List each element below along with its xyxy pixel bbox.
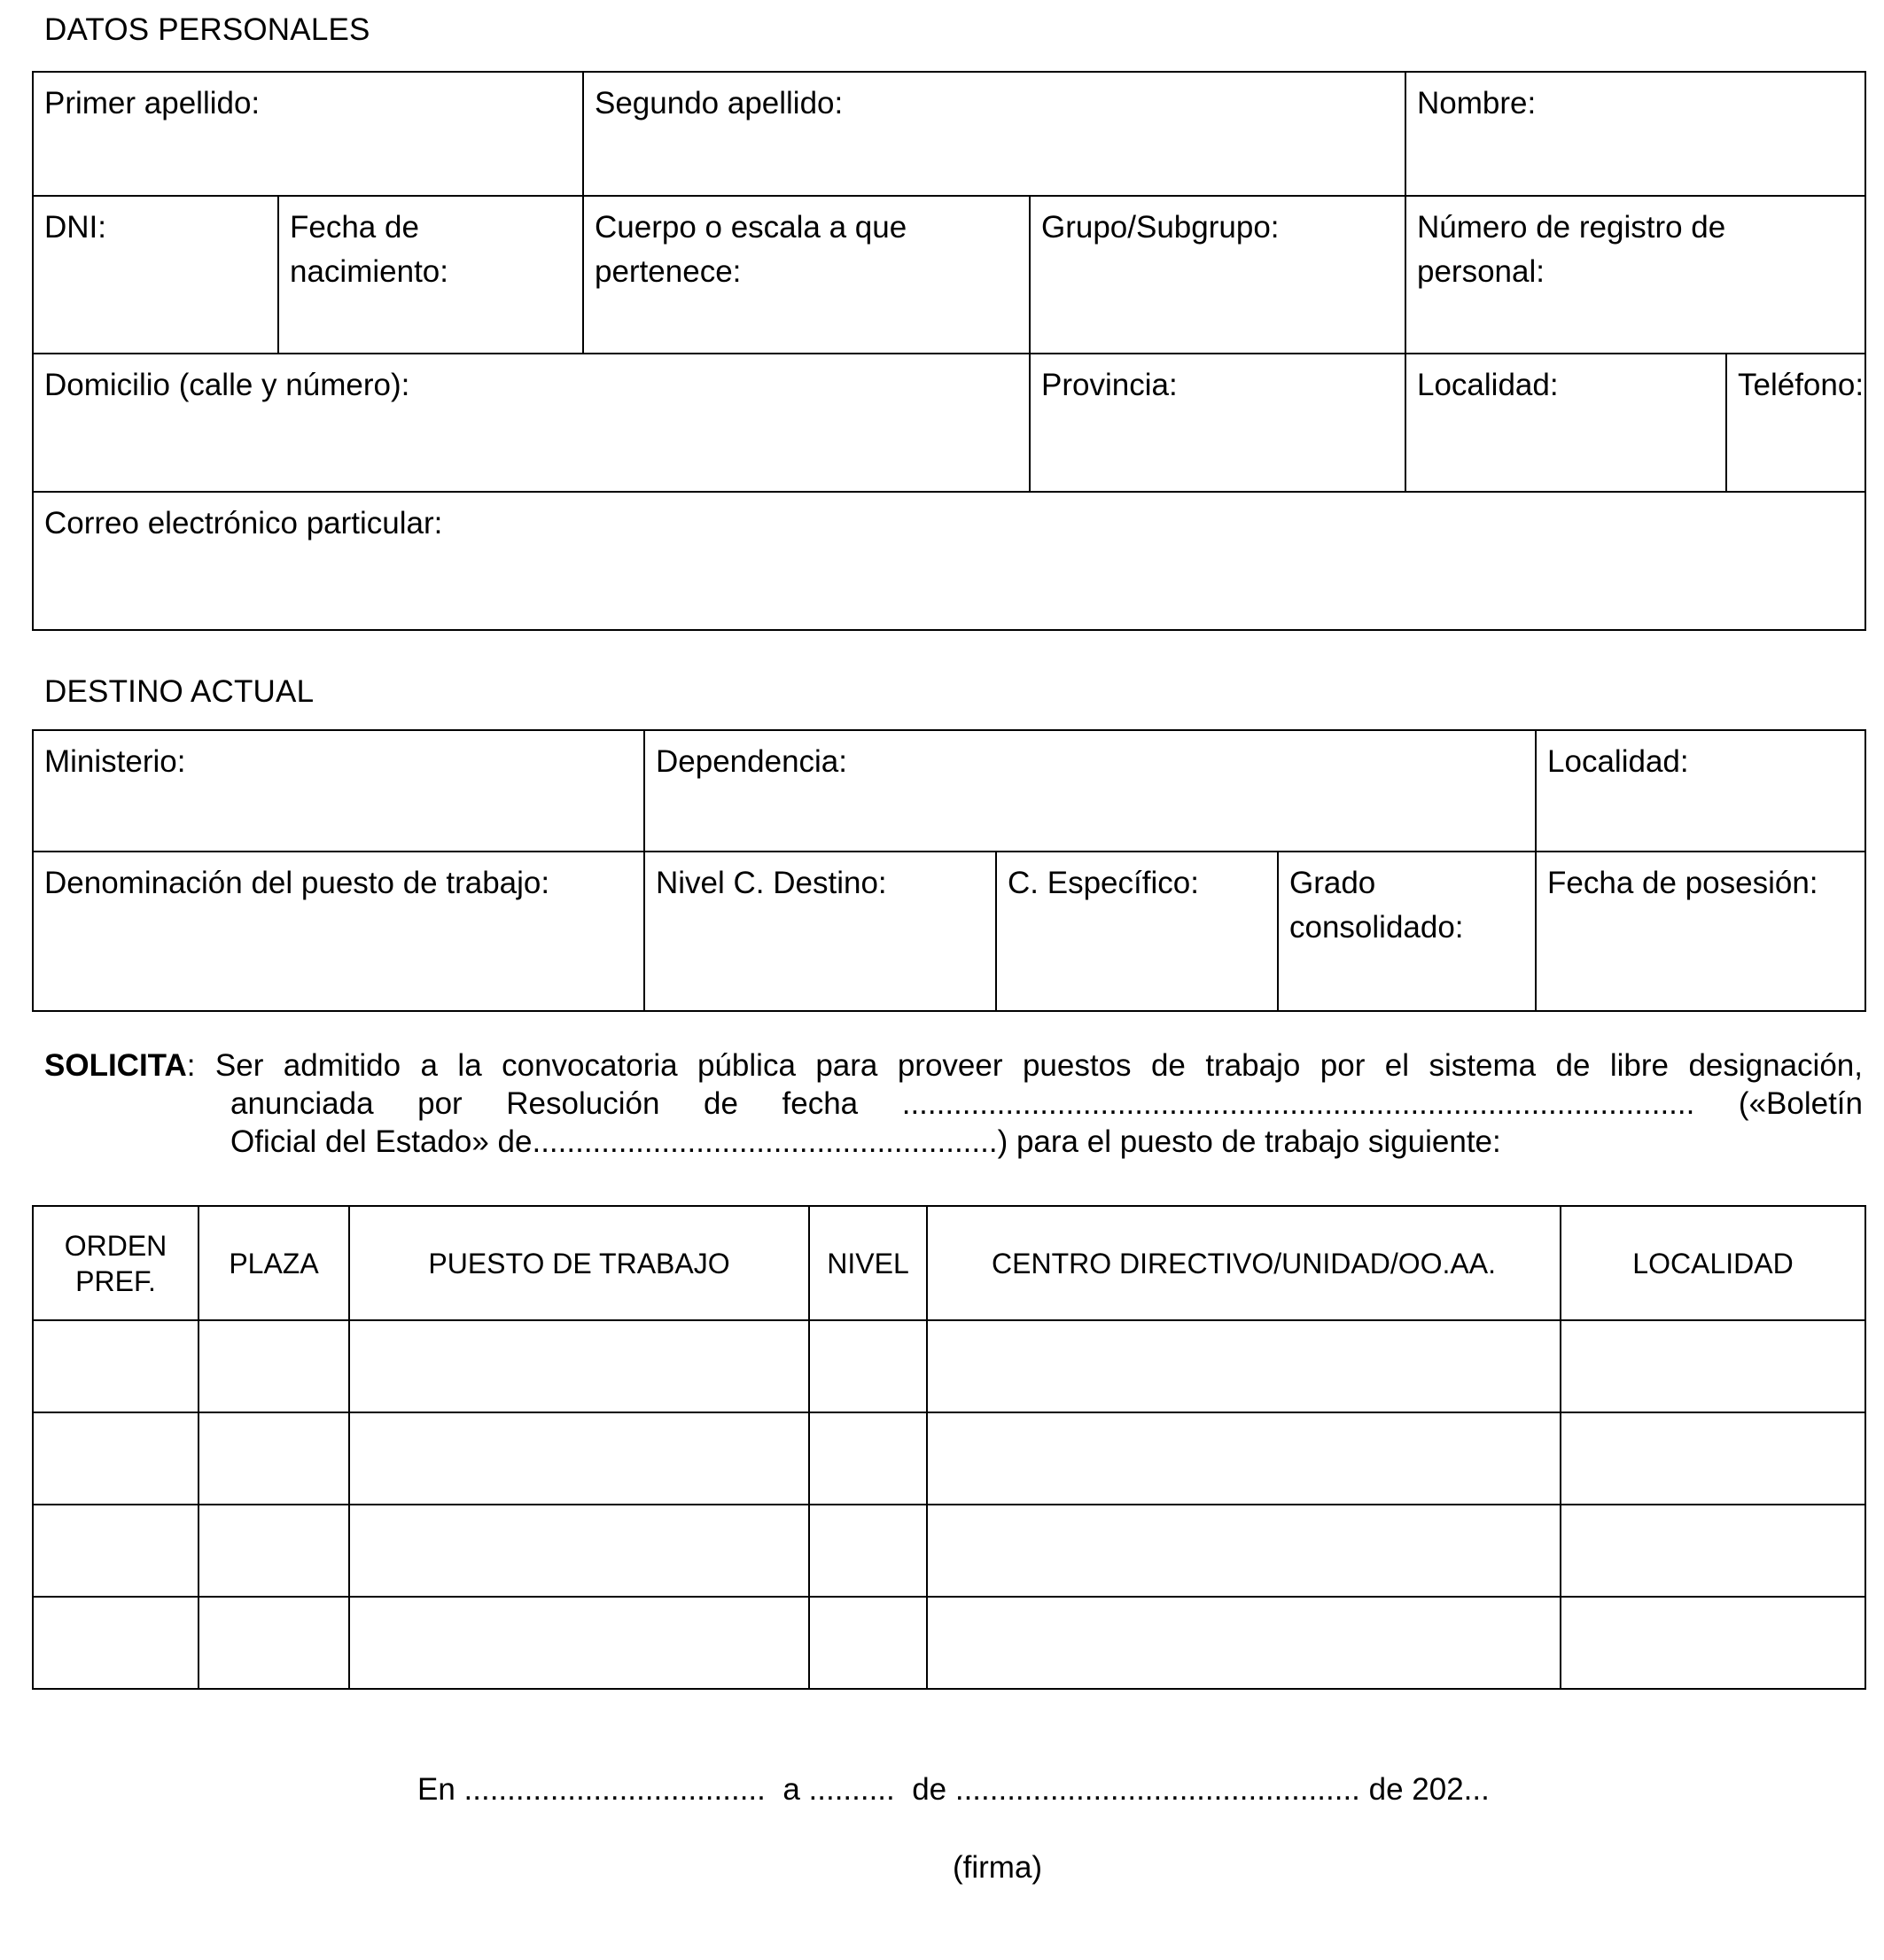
- solicita-line3: Oficial del Estado» de......................................................) para el puesto de trabajo siguiente:: [230, 1124, 1501, 1159]
- nivel-destino-label: Nivel C. Destino:: [656, 866, 887, 900]
- header-nivel: NIVEL: [809, 1206, 927, 1320]
- fecha-posesion-label: Fecha de posesión:: [1547, 866, 1818, 900]
- cell-localidad[interactable]: [1561, 1597, 1865, 1689]
- header-plaza: PLAZA: [199, 1206, 349, 1320]
- cuerpo-escala-field[interactable]: [583, 196, 1030, 354]
- segundo-apellido-label: Segundo apellido:: [595, 86, 844, 121]
- cell-nivel[interactable]: [809, 1320, 927, 1412]
- primer-apellido-field[interactable]: [33, 72, 583, 196]
- datos-personales-table: [32, 71, 1866, 631]
- grado-consolidado-label-line2: consolidado:: [1289, 910, 1464, 945]
- solicita-line2: anunciada por Resolución de fecha ............................................................................................ («Boletín: [230, 1086, 1863, 1121]
- solicita-line1: [44, 1046, 1863, 1085]
- cell-localidad[interactable]: [1561, 1505, 1865, 1597]
- destino-actual-table: [32, 729, 1866, 1012]
- nombre-field[interactable]: [1405, 72, 1865, 196]
- puestos-header-row: [33, 1206, 1865, 1320]
- cell-plaza[interactable]: [199, 1597, 349, 1689]
- fecha-posesion-field[interactable]: [1536, 852, 1865, 1011]
- numero-registro-personal-field[interactable]: [1405, 196, 1865, 354]
- ministerio-field[interactable]: [33, 730, 644, 852]
- solicita-text-line1: : Ser admitido a la convocatoria pública para proveer puestos de trabajo por el sistema de libre designación,: [186, 1048, 1863, 1083]
- provincia-label: Provincia:: [1041, 368, 1178, 402]
- cell-puesto[interactable]: [349, 1597, 809, 1689]
- cell-puesto[interactable]: [349, 1412, 809, 1505]
- provincia-field[interactable]: [1030, 354, 1405, 492]
- grado-consolidado-label-line1: Grado: [1289, 866, 1376, 900]
- cell-orden[interactable]: [33, 1597, 199, 1689]
- grupo-subgrupo-label: Grupo/Subgrupo:: [1041, 210, 1280, 245]
- table-row: [33, 1320, 1865, 1412]
- section-title-destino-actual: DESTINO ACTUAL: [44, 674, 315, 709]
- cell-plaza[interactable]: [199, 1505, 349, 1597]
- cell-nivel[interactable]: [809, 1597, 927, 1689]
- fecha-nacimiento-field[interactable]: [278, 196, 583, 354]
- nombre-label: Nombre:: [1417, 86, 1537, 121]
- nivel-destino-field[interactable]: [644, 852, 996, 1011]
- cell-puesto[interactable]: [349, 1505, 809, 1597]
- header-puesto-trabajo: PUESTO DE TRABAJO: [349, 1206, 809, 1320]
- cell-localidad[interactable]: [1561, 1320, 1865, 1412]
- cell-orden[interactable]: [33, 1320, 199, 1412]
- telefono-label: Teléfono:: [1738, 368, 1865, 402]
- dni-label: DNI:: [44, 210, 106, 245]
- domicilio-label: Domicilio (calle y número):: [44, 368, 410, 402]
- destino-localidad-field[interactable]: [1536, 730, 1865, 852]
- dependencia-label: Dependencia:: [656, 744, 847, 779]
- cell-centro[interactable]: [927, 1412, 1561, 1505]
- table-row: [33, 1597, 1865, 1689]
- localidad-field[interactable]: [1405, 354, 1726, 492]
- solicita-label: SOLICITA: [44, 1048, 187, 1083]
- especifico-field[interactable]: [996, 852, 1278, 1011]
- numero-registro-personal-label: Número de registro de personal:: [1417, 210, 1726, 289]
- header-orden-line2: PREF.: [75, 1264, 156, 1297]
- correo-electronico-label: Correo electrónico particular:: [44, 506, 443, 541]
- cell-orden[interactable]: [33, 1412, 199, 1505]
- header-centro-directivo: CENTRO DIRECTIVO/UNIDAD/OO.AA.: [927, 1206, 1561, 1320]
- segundo-apellido-field[interactable]: [583, 72, 1405, 196]
- destino-localidad-label: Localidad:: [1547, 744, 1689, 779]
- firma-label: (firma): [953, 1850, 1043, 1885]
- header-orden-line1: ORDEN: [64, 1229, 167, 1262]
- cell-centro[interactable]: [927, 1597, 1561, 1689]
- lugar-fecha-line: En ................................... a .......... de ............................................... de 202...: [417, 1772, 1490, 1807]
- localidad-label: Localidad:: [1417, 368, 1559, 402]
- table-row: [33, 1505, 1865, 1597]
- cell-centro[interactable]: [927, 1505, 1561, 1597]
- puestos-table: [32, 1205, 1866, 1690]
- dependencia-field[interactable]: [644, 730, 1536, 852]
- denominacion-puesto-label: Denominación del puesto de trabajo:: [44, 866, 550, 900]
- denominacion-puesto-field[interactable]: [33, 852, 644, 1011]
- correo-electronico-field[interactable]: [33, 492, 1865, 630]
- cell-orden[interactable]: [33, 1505, 199, 1597]
- grupo-subgrupo-field[interactable]: [1030, 196, 1405, 354]
- cell-puesto[interactable]: [349, 1320, 809, 1412]
- cell-plaza[interactable]: [199, 1412, 349, 1505]
- header-orden-pref: [33, 1206, 199, 1320]
- cell-centro[interactable]: [927, 1320, 1561, 1412]
- dni-field[interactable]: [33, 196, 278, 354]
- cuerpo-escala-label-line2: pertenece:: [595, 254, 742, 289]
- ministerio-label: Ministerio:: [44, 744, 186, 779]
- fecha-nacimiento-label-line1: Fecha de: [290, 210, 419, 245]
- cell-nivel[interactable]: [809, 1412, 927, 1505]
- section-title-datos-personales: DATOS PERSONALES: [44, 12, 370, 47]
- cell-plaza[interactable]: [199, 1320, 349, 1412]
- telefono-field[interactable]: [1726, 354, 1865, 492]
- fecha-nacimiento-label-line2: nacimiento:: [290, 254, 448, 289]
- cell-localidad[interactable]: [1561, 1412, 1865, 1505]
- table-row: [33, 1412, 1865, 1505]
- domicilio-field[interactable]: [33, 354, 1030, 492]
- cuerpo-escala-label-line1: Cuerpo o escala a que: [595, 210, 907, 245]
- grado-consolidado-field[interactable]: [1278, 852, 1536, 1011]
- header-localidad: LOCALIDAD: [1561, 1206, 1865, 1320]
- cell-nivel[interactable]: [809, 1505, 927, 1597]
- especifico-label: C. Específico:: [1008, 866, 1199, 900]
- solicita-paragraph: [44, 1046, 1863, 1161]
- primer-apellido-label: Primer apellido:: [44, 86, 261, 121]
